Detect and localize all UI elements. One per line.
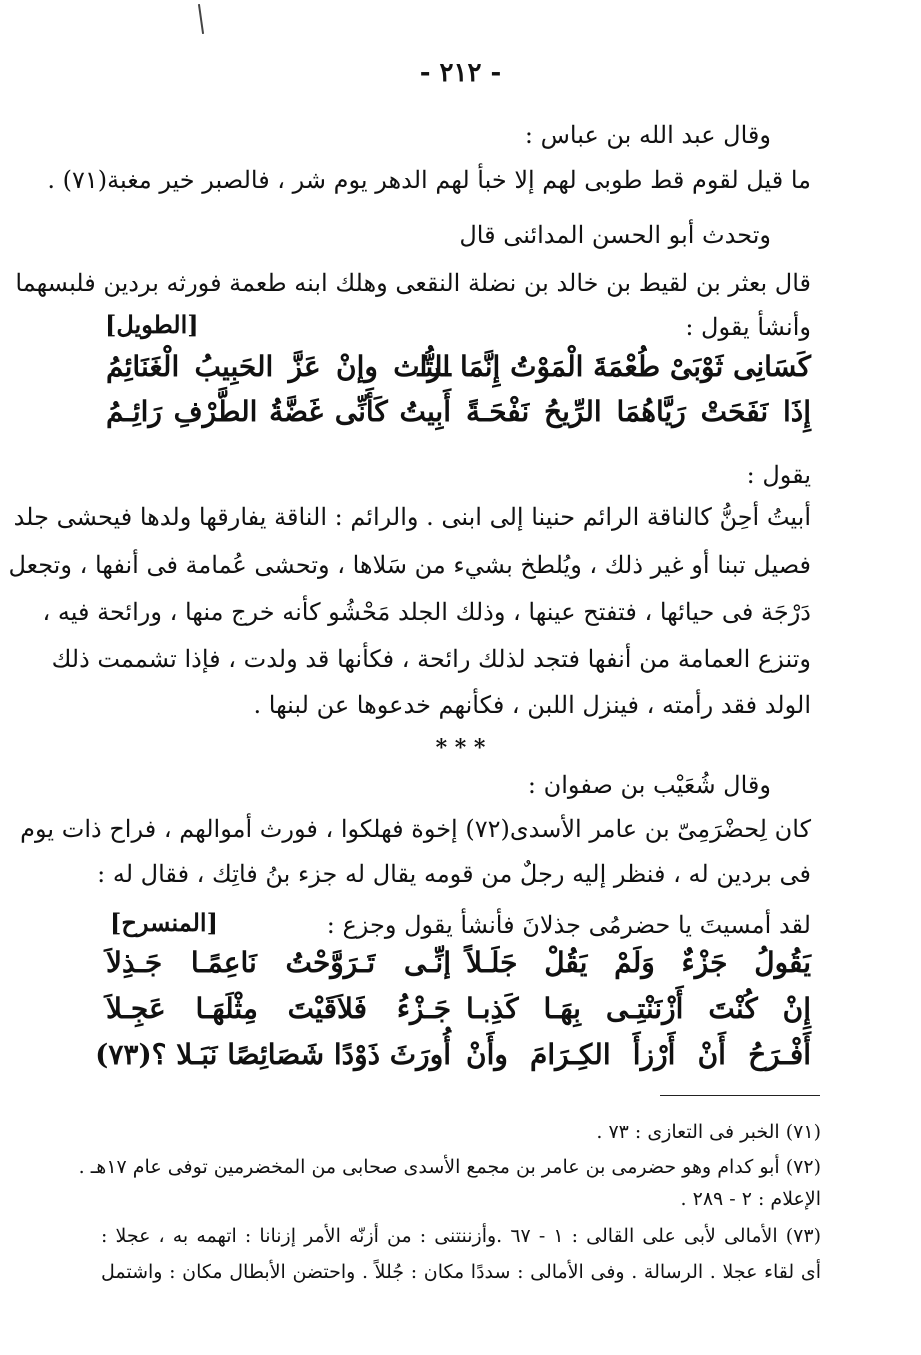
verse-line (106, 992, 811, 1032)
verse-hemistich: يَقُولُ جَزْءٌ وَلَمْ يَقُلْ جَلَـلاً (466, 946, 811, 979)
text-line: يقول : (746, 461, 811, 489)
text-line: وتنزع العمامة من أنفها فتجد لذلك رائحة ، فكأنها قد ولدت ، فإذا تشممت ذلك (51, 645, 811, 673)
text-line: وقال شُعَيْب بن صفوان : (527, 771, 771, 799)
footnote-line: (٧٢) أبو كدام وهو حضرمى بن عامر بن مجمع الأسدى صحابى من المخضرمين توفى عام ١٧هـ . (78, 1156, 821, 1178)
text-line: وتحدث أبو الحسن المدائنى قال (459, 221, 771, 249)
verse-hemistich: أَبِيتُ كَأَنِّى غَضَّةُ الطَّرْفِ رَائِـمُ (106, 395, 451, 428)
footnote-rule (660, 1095, 820, 1096)
verse-hemistich: إِذَا نَفَحَتْ رَيَّاهُمَا الرِّيحُ نَفْحَـةً (466, 395, 811, 428)
verse-hemistich: أُورَثَ ذَوْدًا شَصَائِصًا نَبَـلا ؟(٧٣) (95, 1038, 451, 1071)
footnote-line: (٧٣) الأمالى لأبى على القالى : ١ - ٦٧ .وأزننتنى : من أزنّه الأمر إزنانا : اتهمه به ، عجلا : (101, 1225, 822, 1247)
text-line: كان لِحضْرَمِىّ بن عامر الأسدى(٧٢) إخوة فهلكوا ، فورث أموالهم ، فراح ذات يوم (20, 815, 811, 843)
text-line: قال بعثر بن لقيط بن خالد بن نضلة النقعى وهلك ابنه طعمة فورثه بردين فلبسهما (15, 269, 811, 297)
text-line: ما قيل لقوم قط طوبى لهم إلا خبأ لهم الدهر يوم شر ، فالصبر خير مغبة(٧١) . (47, 166, 811, 194)
verse-hemistich: إِنْ كُنْتَ أَزْنَنْتِـى بِهَـا كَذِبـا (466, 992, 811, 1025)
verse-hemistich: ـراث وإنْ عَزَّ الحَبِيبُ الْغَنَائِمُ (106, 350, 451, 383)
verse-line (106, 946, 811, 986)
verse-hemistich: جَـزْءُ فَلاَقَيْتَ مِثْلَهَـا عَجِـلاَ (106, 992, 451, 1025)
verse-hemistich: كَسَانِى ثَوْبَىْ طُعْمَةَ الْمَوْتُ إِنَّمَا التُّـ (417, 350, 811, 383)
text-line: أبيتُ أحِنُّ كالناقة الرائم حنينا إلى ابنى . والرائم : الناقة يفارقها ولدها فيحشى جلد (13, 503, 811, 531)
text-line: لقد أمسيتَ يا حضرمُى جذلانَ فأنشأ يقول وجزع : (326, 911, 811, 939)
text-line: فصيل تبنا أو غير ذلك ، ويُلطخ بشيء من سَلاها ، وتحشى عُمامة فى أنفها ، وتجعل (8, 551, 811, 579)
meter-label: [المنسرح] (110, 908, 218, 937)
scan-mark (198, 4, 204, 34)
verse-hemistich: إنِّـى تَـرَوَّحْتُ نَاعِمًـا جَـذِلاَ (106, 946, 451, 979)
page-number: - ٢١٢ - (419, 58, 502, 88)
footnote-line: أى لقاء عجلا . الرسالة . وفى الأمالى : سددًا مكان : جُللاً . واحتضن الأبطال مكان : واشتمل (101, 1261, 821, 1283)
text-line: وقال عبد الله بن عباس : (524, 121, 771, 149)
text-line: دَرْجَة فى حيائها ، فتفتح عينها ، وذلك الجلد مَحْشُو كأنه خرج منها ، ورائحة فيه ، (42, 598, 811, 626)
text-line: وأنشأ يقول : (685, 313, 811, 341)
footnote-line: الإعلام : ٢ - ٢٨٩ . (680, 1188, 821, 1210)
verse-hemistich: أَفْـرَحُ أَنْ أَرْزأَ الكِـرَامَ وأَنْ (466, 1038, 811, 1071)
verse-line (106, 395, 811, 435)
verse-line (95, 1038, 811, 1078)
footnote-line: (٧١) الخبر فى التعازى : ٧٣ . (596, 1121, 821, 1143)
section-separator: * * * (435, 735, 486, 761)
text-line: فى بردين له ، فنظر إليه رجلٌ من قومه يقال له جزء بنُ فاتِك ، فقال له : (97, 860, 811, 888)
text-line: الولد فقد رأمته ، فينزل اللبن ، فكأنهم خدعوها عن لبنها . (253, 691, 811, 719)
verse-line (106, 350, 811, 390)
meter-label: [الطويل] (105, 310, 199, 339)
